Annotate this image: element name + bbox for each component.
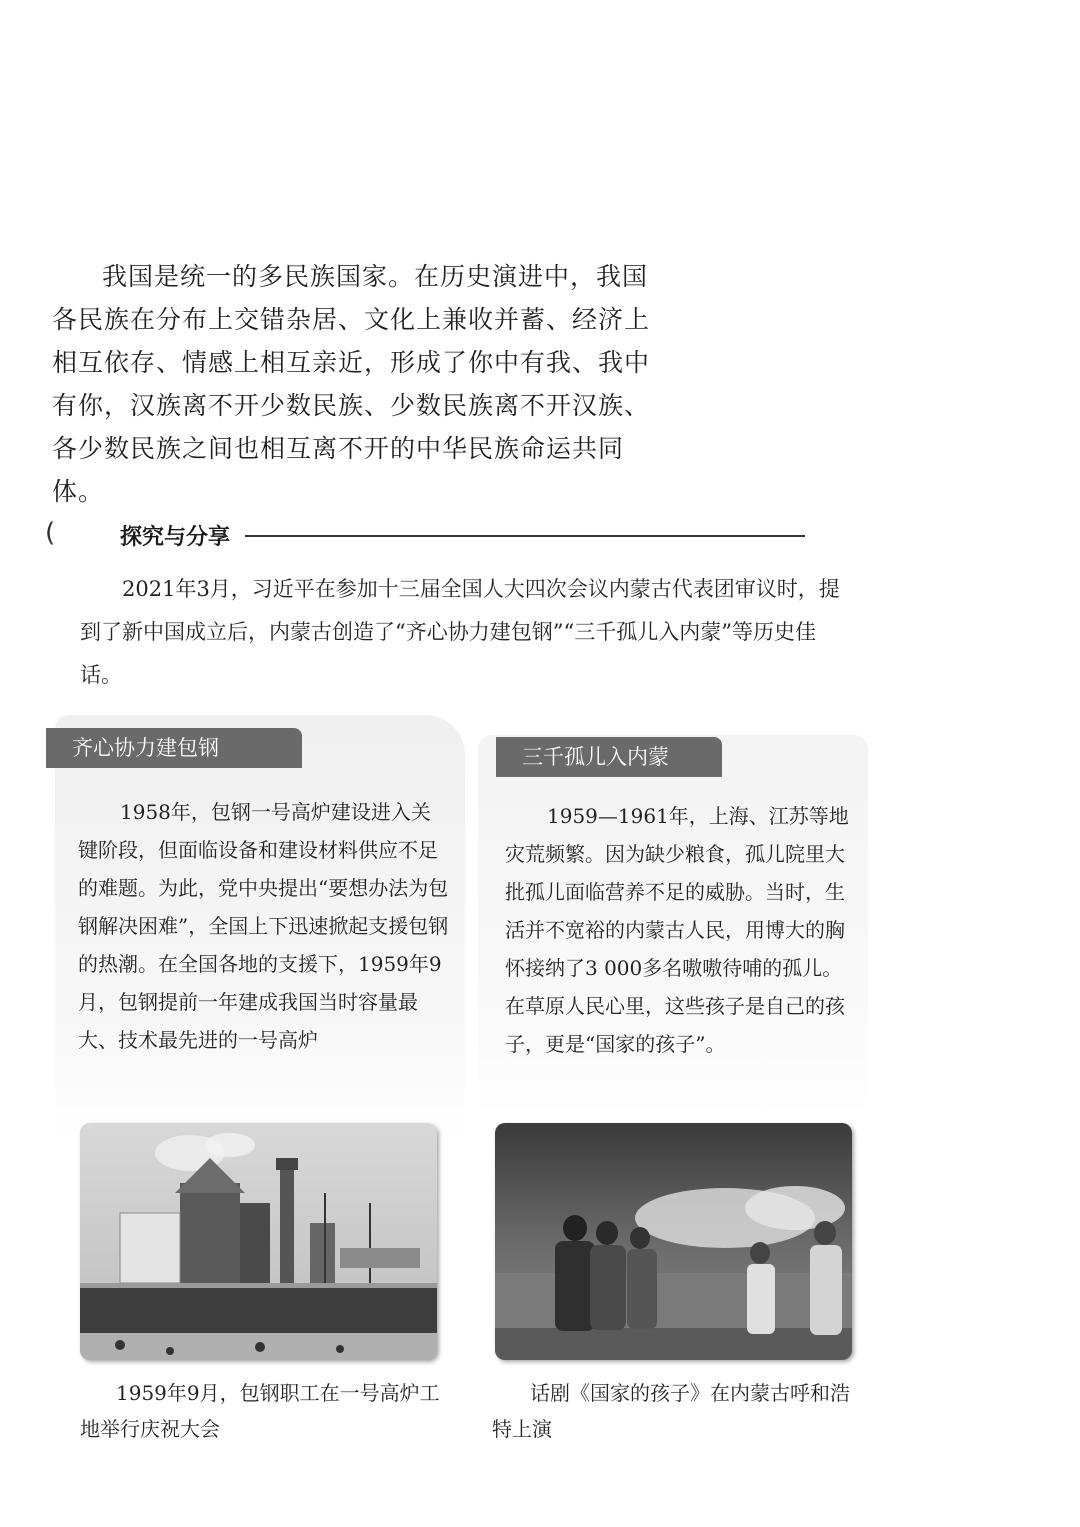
section-marker: ( (45, 518, 56, 548)
right-case-text: 1959—1961年，上海、江苏等地灾荒频繁。因为缺少粮食，孤儿院里大批孤儿面临营养不足的威胁。当时，生活并不宽裕的内蒙古人民，用博大的胸怀接纳了3 000多名嗷嗷待哺的孤儿。在草原人民心里，这些孩子是自己的孩子，更是“国家的孩子”。 (505, 804, 849, 1056)
lead-paragraph: 2021年3月，习近平在参加十三届全国人大四次会议内蒙古代表团审议时，提到了新中国成立后，内蒙古创造了“齐心协力建包钢”“三千孤儿入内蒙”等历史佳话。 (80, 577, 840, 687)
intro-paragraph: 我国是统一的多民族国家。在历史演进中，我国各民族在分布上交错杂居、文化上兼收并蓄、经济上相互依存、情感上相互亲近，形成了你中有我、我中有你，汉族离不开少数民族、少数民族离不开汉族、各少数民族之间也相互离不开的中华民族命运共同体。 (52, 262, 651, 506)
section-header (45, 520, 765, 550)
blast-furnace-photo (80, 1123, 437, 1360)
right-photo-caption (492, 1375, 862, 1447)
left-case-tag: 齐心协力建包钢 (46, 728, 302, 768)
section-title: 探究与分享 (120, 525, 231, 550)
left-case-story (78, 793, 450, 1059)
right-case-story (505, 797, 850, 1063)
left-caption-text: 1959年9月，包钢职工在一号高炉工地举行庆祝大会 (80, 1381, 440, 1441)
section-lead (80, 568, 845, 697)
stage-play-photo (495, 1123, 852, 1360)
right-caption-text: 话剧《国家的孩子》在内蒙古呼和浩特上演 (492, 1381, 850, 1441)
left-photo-caption (80, 1375, 440, 1447)
intro-text (52, 255, 667, 513)
section-divider (245, 535, 805, 537)
right-case-tag: 三千孤儿入内蒙 (496, 737, 722, 777)
stage-play-illustration (495, 1123, 852, 1360)
blast-furnace-illustration (80, 1123, 437, 1360)
left-case-text: 1958年，包钢一号高炉建设进入关键阶段，但面临设备和建设材料供应不足的难题。为此，党中央提出“要想办法为包钢解决困难”，全国上下迅速掀起支援包钢的热潮。在全国各地的支援下，1959年9月，包钢提前一年建成我国当时容量最大、技术最先进的一号高炉 (78, 800, 449, 1052)
